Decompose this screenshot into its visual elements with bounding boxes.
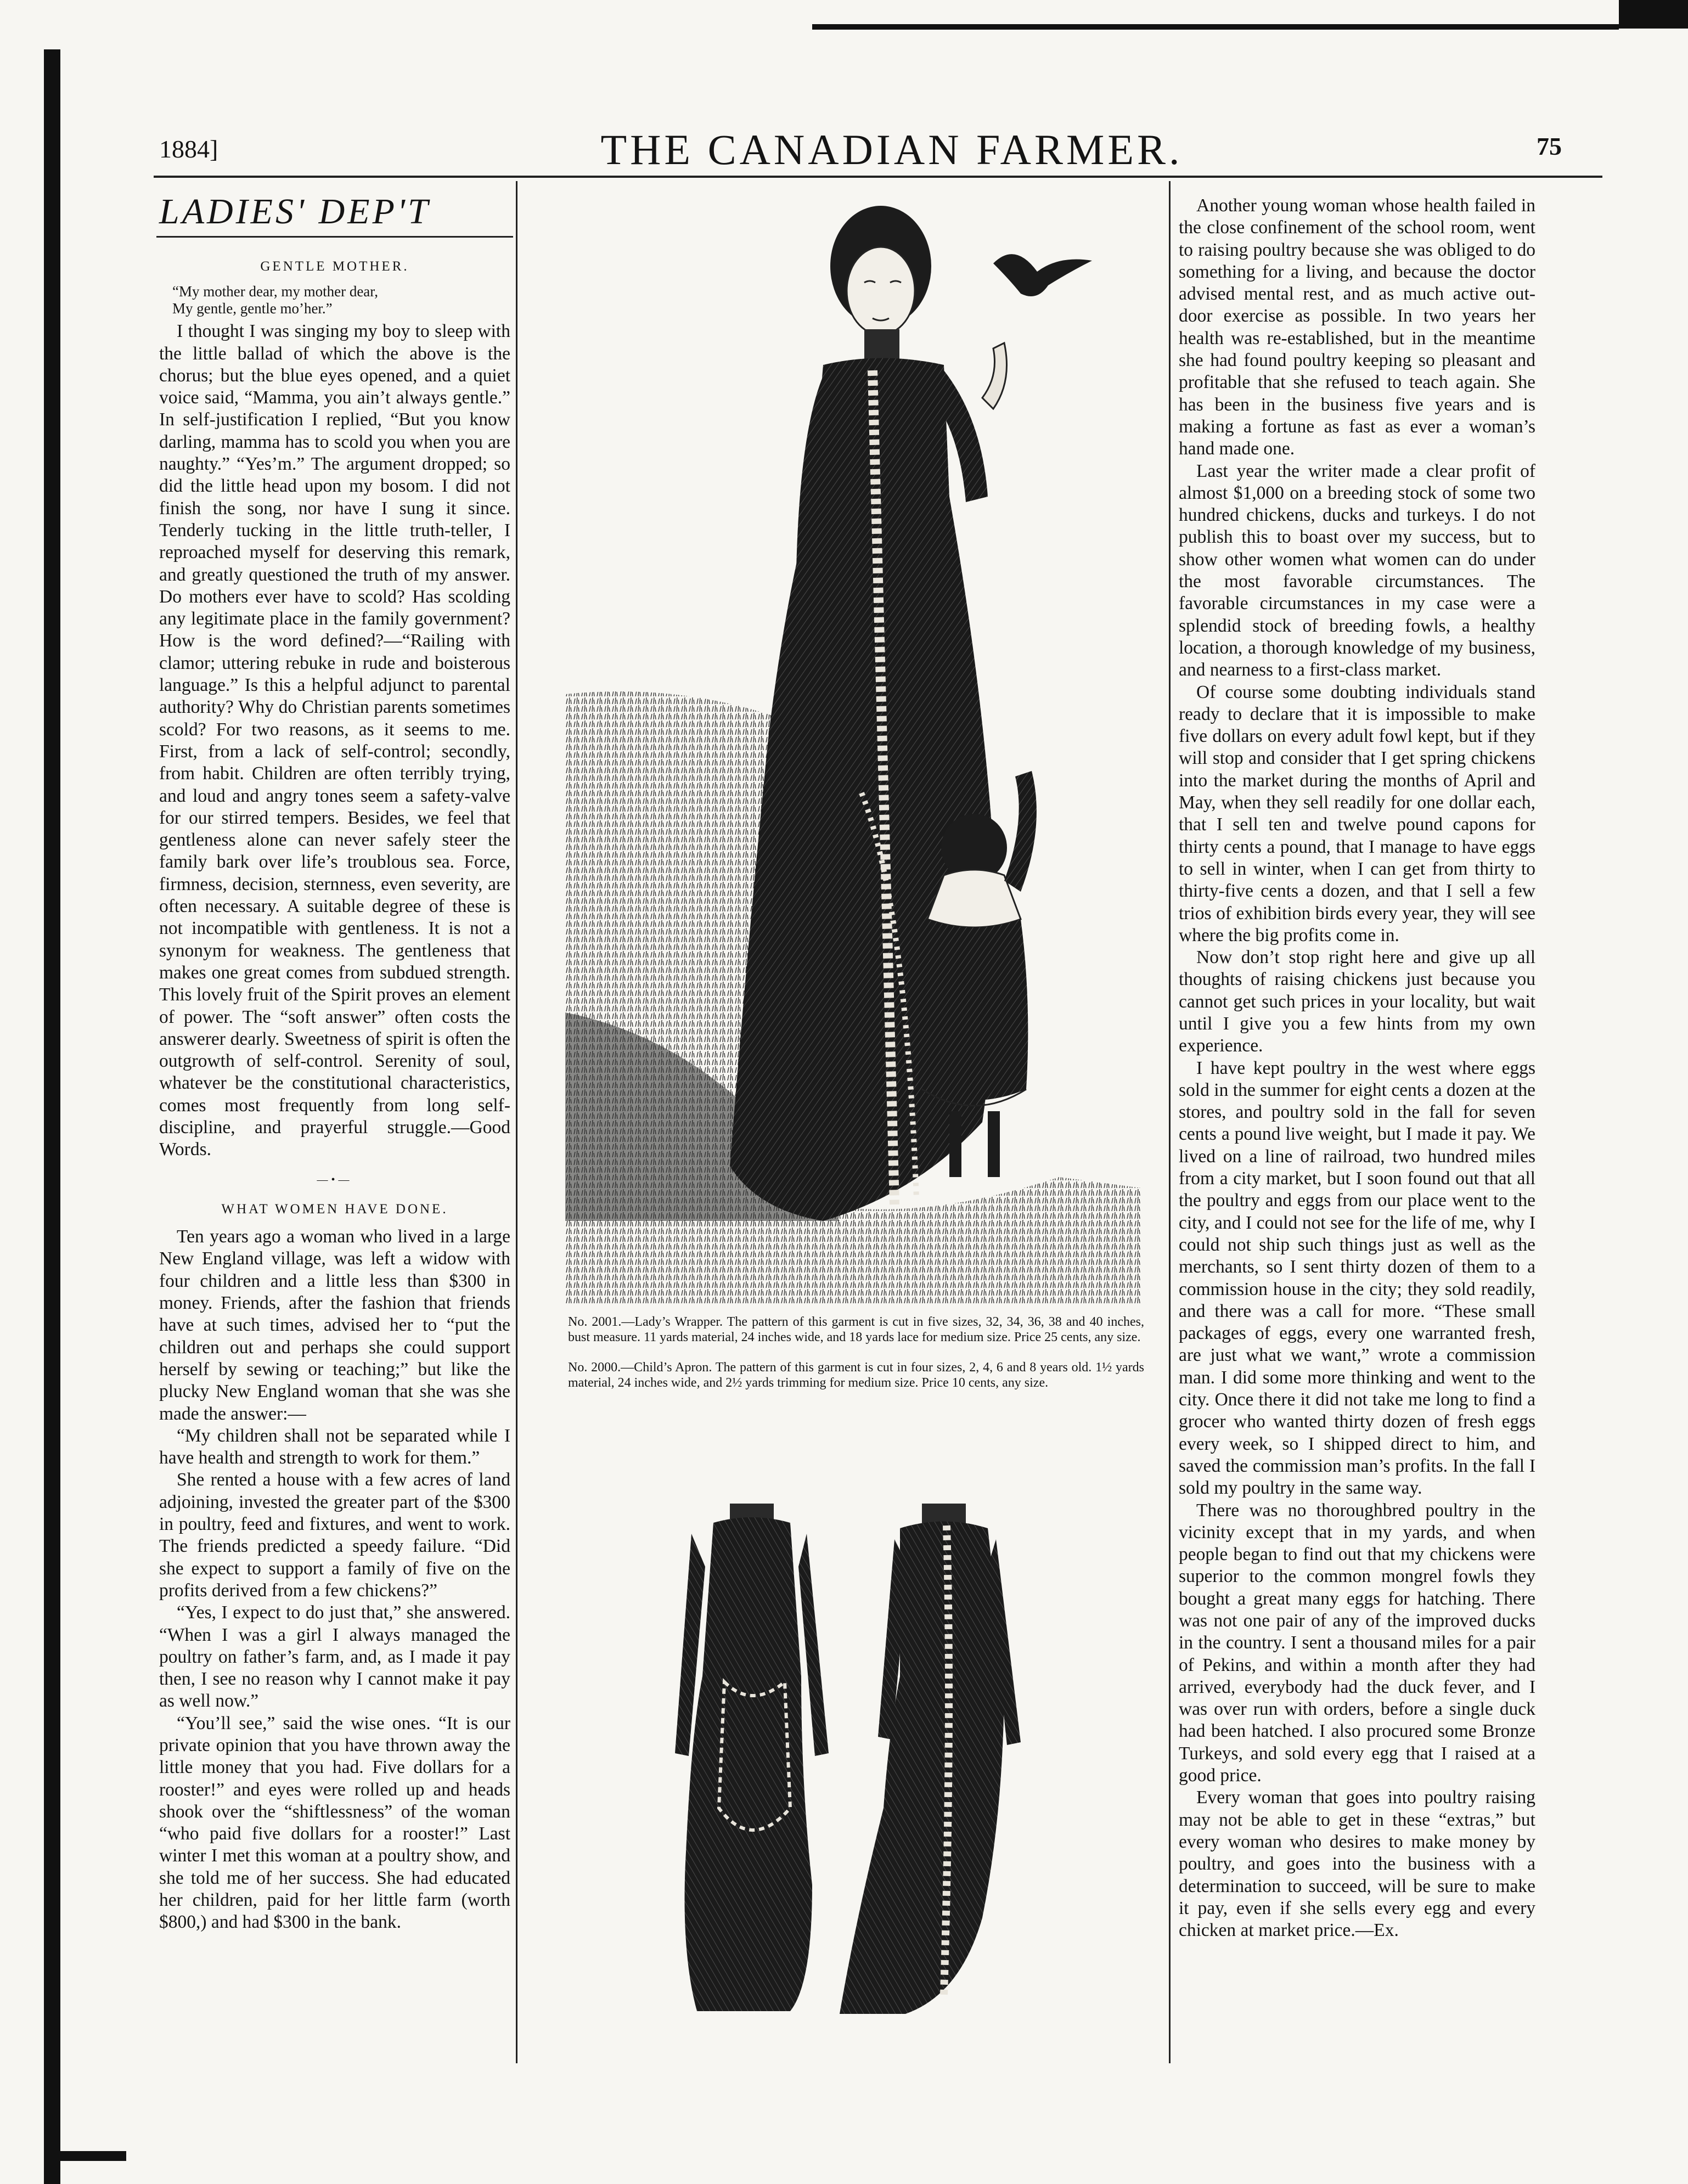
childs-apron-illustration	[675, 1501, 1037, 2017]
column-rule-right	[1169, 181, 1171, 2063]
right-paragraph-6: There was no thoroughbred poultry in the vicinity except that in my yards, and when people began to find out that my chickens were superior to the common mongrel fowls they bought a great many eggs for hatching. There was not one pair of any of the improved ducks in the country. I sent a thousand miles for a pair of Pekins, and within a month after they had arrived, everybody had the duck fever, and I was over run with orders, before a single duck had been hatched. I also procured some Bronze Turkeys, and sold every egg that I raised at a good price.	[1179, 1500, 1535, 1786]
article-paragraph-2: “My children shall not be separated while I have health and strength to work for them.”	[159, 1425, 510, 1468]
ladys-wrapper-illustration	[565, 189, 1141, 1303]
section-title-rule	[156, 236, 513, 238]
article-paragraph-1: Ten years ago a woman who lived in a large New England village, was left a widow with four children and a little less than $300 in money. Friends, after the fashion that friends have at such times, advised her to “put the children out and perhaps she could support herself by sewing or teaching;” but like the plucky New England woman that she was she made the answer:—	[159, 1226, 510, 1424]
right-paragraph-2: Last year the writer made a clear profit of almost $1,000 on a breeding stock of some two hundred chickens, ducks and turkeys. I do not publish this to boast over my success, but to show other women what women can do under the most favorable circumstances. The favorable circumstances in my case were a splendid stock of breeding fowls, a healthy location, a thorough knowledge of my business, and nearness to a first-class market.	[1179, 460, 1535, 680]
header-rule	[154, 176, 1602, 178]
apron-back-view	[675, 1504, 829, 2011]
epigraph-line-1: “My mother dear, my mother dear,	[172, 283, 378, 300]
apron-caption: No. 2000.—Child’s Apron. The pattern of this garment is cut in four sizes, 2, 4, 6 and 8 years old. 1½ yards material, 24 inches wide, and 2½ yards trimming for medium size. Price 10 cents, any size.	[568, 1360, 1144, 1390]
right-paragraph-7: Every woman that goes into poultry raising may not be able to get in these “extras,” but every woman who desires to make money by poultry, and goes into the business with a determination to succeed, will be sure to make it pay, even if she sells every egg and every chicken at market price.—Ex.	[1179, 1787, 1535, 1941]
scan-edge-bar-top-right	[1619, 0, 1688, 29]
masthead-title: THE CANADIAN FARMER.	[600, 126, 1183, 173]
poem-title: GENTLE MOTHER.	[260, 259, 409, 274]
article-title: WHAT WOMEN HAVE DONE.	[221, 1201, 448, 1217]
page-number: 75	[1537, 132, 1562, 160]
issue-date: 1884]	[159, 135, 218, 163]
right-paragraph-3: Of course some doubting individuals stand ready to declare that it is impossible to make five dollars on every adult fowl kept, but if they will stop and consider that I get spring chickens into the market during the months of April and May, when they sell readily for one dollar each, that I sell ten and twelve pound capons for thirty cents a pound, that I manage to have eggs to sell in winter, when I can get from thirty to thirty-five cents a dozen, and that I sell a few trios of exhibition birds every year, they will see where the big profits come in.	[1179, 682, 1535, 945]
article-paragraph-5: “You’ll see,” said the wise ones. “It is our private opinion that you have thrown away the little money that you had. Five dollars for a rooster!” and eyes were rolled up and heads shook over the “shiftlessness” of the woman “who paid five dollars for a rooster!” Last winter I met this woman at a poultry show, and she told me of her success. She had educated her children, paid for her little farm (worth $800,) and had $300 in the bank.	[159, 1713, 510, 1933]
article-paragraph-4: “Yes, I expect to do just that,” she answered. “When I was a girl I always managed the poultry on father’s farm, and, as I made it pay then, I see no reason why I cannot make it pay as well now.”	[159, 1602, 510, 1712]
right-paragraph-1: Another young woman whose health failed in the close confinement of the school room, went to raising poultry because she was obliged to do something for a living, and because the doctor advised mental rest, and as much active out-door exercise as possible. In two years her health was re-established, but in the meantime she had found poultry keeping so pleasant and profitable that she refused to teach again. She has been in the business five years and is making a fortune as fast as ever a woman’s hand made one.	[1179, 195, 1535, 459]
right-paragraph-5: I have kept poultry in the west where eggs sold in the summer for eight cents a dozen at the stores, and poultry sold in the fall for seven cents a pound live weight, but I made it pay. We lived on a line of railroad, two hundred miles from a city market, but I soon found out that all the poultry and eggs from our place went to the city, and I could not see for the life of me, why I could not ship such things just as well as the merchants, so I sent thirty dozen of them to a commission house in the city; they sold readily, and there was a call for more. “These small packages of eggs, every one warranted fresh, are just what we want,” wrote a commission man. I did some more thinking and went to the city. Once there it did not take me long to find a grocer who wanted thirty dozen of fresh eggs every week, so I shipped direct to him, and saved the commission man’s profits. In the fall I sold my poultry in the same way.	[1179, 1057, 1535, 1499]
left-column	[159, 248, 510, 1934]
scan-edge-bar-left	[44, 49, 60, 2184]
bird-icon	[993, 254, 1092, 296]
apron-front-view	[840, 1504, 1021, 2014]
column-rule-left	[516, 181, 517, 2063]
right-column	[1179, 195, 1535, 1941]
section-ornament: —•—	[317, 1173, 353, 1186]
gentle-mother-paragraph: I thought I was singing my boy to sleep with the little ballad of which the above is the chorus; but the blue eyes opened, and a quiet voice said, “Mamma, you ain’t always gentle.” In self-justification I replied, “But you know darling, mamma has to scold you when you are naughty.” “Yes’m.” The argument dropped; so did the little head upon my bosom. I did not finish the song, nor have I sung it since. Tenderly tucking in the little truth-teller, I reproached myself for deserving this remark, and greatly questioned the truth of my answer. Do mothers ever have to scold? Has scolding any legitimate place in the family government? How is the word defined?—“Railing with clamor; uttering rebuke in rude and boisterous language.” Is this a helpful adjunct to parental authority? Why do Christian parents sometimes scold? For two reasons, as it seems to me. First, from a lack of self-control; secondly, from habit. Children are often terribly trying, and loud and angry tones seem a safety-valve for our stirred tempers. Besides, we feel that gentleness alone can never safely steer the family bark over life’s troublous sea. Force, firmness, decision, sternness, even severity, are often necessary. A suitable degree of these is not incompatible with gentleness. It is not a synonym for weakness. The gentleness that makes one great comes from subdued strength. This lovely fruit of the Spirit proves an element of power. The “soft answer” often costs the answerer dearly. Sweetness of spirit is often the outgrowth of self-control. Serenity of soul, whatever be the constitutional characteristics, comes most frequently from long self-discipline, and prayerful struggle.—Good Words.	[159, 321, 510, 1160]
article-paragraph-3: She rented a house with a few acres of land adjoining, invested the greater part of the $300 in poultry, feed and fixtures, and went to work. The friends predicted a speedy failure. “Did she expect to support a family of five on the profits derived from a few chickens?”	[159, 1470, 510, 1601]
right-paragraph-4: Now don’t stop right here and give up all thoughts of raising chickens just because you cannot get such prices in your locality, but wait until I give you a few hints from my own experience.	[1179, 947, 1535, 1056]
epigraph-line-2: My gentle, gentle mo’her.”	[172, 300, 333, 317]
wrapper-caption: No. 2001.—Lady’s Wrapper. The pattern of this garment is cut in five sizes, 32, 34, 36, 38 and 40 inches, bust measure. 11 yards material, 24 inches wide, and 18 yards lace for medium size. Price 25 cents, any size.	[568, 1315, 1144, 1344]
section-title: LADIES' DEP'T	[159, 192, 431, 232]
scan-edge-bar-bottom-left	[60, 2151, 126, 2161]
scan-edge-bar-top	[812, 24, 1619, 30]
